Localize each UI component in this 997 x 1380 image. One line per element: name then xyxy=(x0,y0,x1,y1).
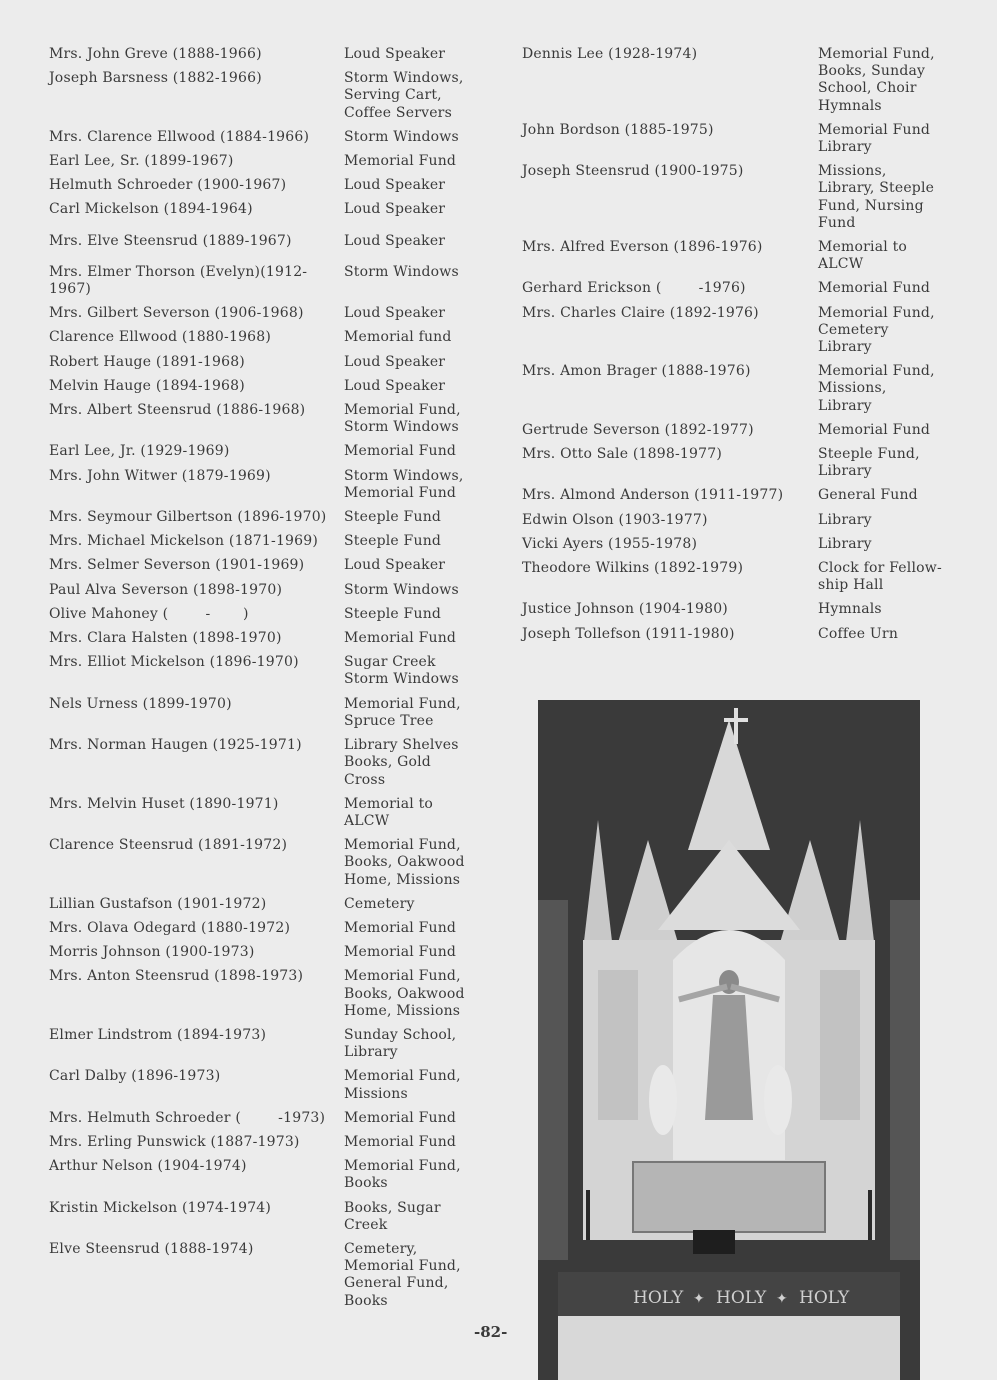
entry-name: John Bordson (1885-1975) xyxy=(522,121,714,138)
list-item xyxy=(49,129,479,146)
entry-gift: Loud Speaker xyxy=(344,201,446,218)
entry-gift: Memorial fund xyxy=(344,329,452,346)
memorial-list-right xyxy=(522,46,962,643)
entry-name: Mrs. John Greve (1888-1966) xyxy=(49,46,262,62)
svg-text:✦: ✦ xyxy=(693,1291,705,1307)
entry-name: Mrs. Selmer Severson (1901-1969) xyxy=(49,557,305,574)
entry-name: Earl Lee, Jr. (1929-1969) xyxy=(49,443,230,460)
list-item xyxy=(49,944,479,961)
altar-illustration xyxy=(538,700,920,1380)
entry-name: Mrs. Otto Sale (1898-1977) xyxy=(522,446,722,463)
list-item xyxy=(49,468,479,502)
entry-gift: Cemetery, Memorial Fund, General Fund, Books xyxy=(344,1240,461,1309)
list-item xyxy=(49,46,479,63)
entry-gift: Memorial Fund xyxy=(344,919,457,936)
entry-name: Mrs. Anton Steensrud (1898-1973) xyxy=(49,968,304,985)
entry-gift: Storm Windows, Memorial Fund xyxy=(344,467,464,501)
entry-gift: Memorial Fund xyxy=(818,421,931,438)
list-item xyxy=(522,122,962,156)
entry-gift: Loud Speaker xyxy=(344,46,446,62)
list-item xyxy=(522,536,962,553)
entry-name: Mrs. Melvin Huset (1890-1971) xyxy=(49,795,279,812)
entry-name: Mrs. Albert Steensrud (1886-1968) xyxy=(49,402,306,419)
entry-gift: Library xyxy=(818,511,872,528)
entry-name: Mrs. Gilbert Severson (1906-1968) xyxy=(49,305,304,322)
entry-gift: Storm Windows xyxy=(344,128,459,145)
entry-gift: Loud Speaker xyxy=(344,232,446,249)
list-item xyxy=(49,201,479,218)
list-item xyxy=(522,626,962,643)
list-item xyxy=(49,402,479,436)
list-item xyxy=(49,1241,479,1310)
entry-gift: Loud Speaker xyxy=(344,377,446,394)
list-item xyxy=(49,1158,479,1192)
altar-cloth-word: HOLY xyxy=(716,1288,767,1308)
list-item xyxy=(49,968,479,1020)
list-item xyxy=(49,509,479,526)
entry-gift: Memorial Fund, Storm Windows xyxy=(344,402,461,436)
entry-gift: Steeple Fund, Library xyxy=(818,446,920,480)
entry-gift: Steeple Fund xyxy=(344,509,442,526)
entry-name: Mrs. John Witwer (1879-1969) xyxy=(49,467,271,484)
entry-name: Mrs. Seymour Gilbertson (1896-1970) xyxy=(49,509,327,526)
list-item xyxy=(49,696,479,730)
entry-gift: Cemetery xyxy=(344,895,415,912)
list-item xyxy=(49,1110,479,1127)
entry-name: Mrs. Amon Brager (1888-1976) xyxy=(522,363,751,380)
entry-name: Joseph Tollefson (1911-1980) xyxy=(522,625,735,642)
entry-gift: Memorial Fund, Books, Oakwood Home, Missions xyxy=(344,837,465,888)
entry-name: Carl Dalby (1896-1973) xyxy=(49,1068,221,1085)
entry-name: Earl Lee, Sr. (1899-1967) xyxy=(49,153,234,170)
entry-gift: Memorial Fund, Missions, Library xyxy=(818,363,935,414)
entry-gift: Memorial to ALCW xyxy=(818,239,908,273)
entry-name: Gerhard Erickson ( -1976) xyxy=(522,280,746,297)
entry-name: Morris Johnson (1900-1973) xyxy=(49,944,255,961)
entry-gift: Memorial Fund, Cemetery Library xyxy=(818,304,935,356)
entry-gift: General Fund xyxy=(818,487,918,504)
entry-name: Mrs. Olava Odegard (1880-1972) xyxy=(49,919,291,936)
entry-gift: Loud Speaker xyxy=(344,177,446,194)
list-item xyxy=(522,560,962,594)
list-item xyxy=(522,46,962,115)
entry-gift: Loud Speaker xyxy=(344,305,446,322)
entry-gift: Library xyxy=(818,535,872,552)
list-item xyxy=(522,363,962,415)
altar-photograph xyxy=(538,700,920,1380)
list-item xyxy=(49,329,479,346)
svg-text:✦: ✦ xyxy=(776,1291,788,1307)
list-item xyxy=(522,422,962,439)
entry-gift: Memorial Fund Library xyxy=(818,121,931,156)
entry-name: Arthur Nelson (1904-1974) xyxy=(49,1158,247,1175)
entry-gift: Loud Speaker xyxy=(344,353,446,370)
entry-gift: Memorial Fund xyxy=(344,1133,457,1150)
list-item xyxy=(49,1200,479,1234)
entry-name: Helmuth Schroeder (1900-1967) xyxy=(49,177,287,194)
entry-gift: Memorial Fund, Missions xyxy=(344,1068,461,1102)
entry-gift: Steeple Fund xyxy=(344,605,442,622)
entry-gift: Memorial Fund xyxy=(818,280,931,297)
entry-name: Mrs. Michael Mickelson (1871-1969) xyxy=(49,533,319,550)
entry-name: Dennis Lee (1928-1974) xyxy=(522,46,698,62)
entry-name: Mrs. Elve Steensrud (1889-1967) xyxy=(49,232,292,249)
list-item xyxy=(49,796,479,830)
entry-name: Theodore Wilkins (1892-1979) xyxy=(522,560,744,577)
entry-gift: Sugar Creek Storm Windows xyxy=(344,654,459,688)
entry-name: Carl Mickelson (1894-1964) xyxy=(49,201,253,218)
list-item xyxy=(522,512,962,529)
entry-name: Elve Steensrud (1888-1974) xyxy=(49,1240,254,1257)
entry-name: Vicki Ayers (1955-1978) xyxy=(522,535,698,552)
list-item xyxy=(49,264,479,298)
entry-name: Clarence Ellwood (1880-1968) xyxy=(49,329,272,346)
list-item xyxy=(522,446,962,480)
list-item xyxy=(49,630,479,647)
list-item xyxy=(522,163,962,232)
entry-gift: Memorial Fund xyxy=(344,1109,457,1126)
list-item xyxy=(49,1068,479,1102)
entry-gift: Memorial Fund xyxy=(344,443,457,460)
list-item xyxy=(49,737,479,789)
entry-name: Mrs. Elmer Thorson (Evelyn)(1912-1967) xyxy=(49,263,308,298)
entry-name: Lillian Gustafson (1901-1972) xyxy=(49,895,267,912)
entry-gift: Sunday School, Library xyxy=(344,1026,457,1061)
entry-name: Elmer Lindstrom (1894-1973) xyxy=(49,1026,267,1043)
list-item xyxy=(49,837,479,889)
entry-name: Nels Urness (1899-1970) xyxy=(49,695,232,712)
list-item xyxy=(49,1027,479,1061)
list-item xyxy=(522,601,962,618)
entry-name: Clarence Steensrud (1891-1972) xyxy=(49,837,288,854)
entry-gift: Memorial Fund xyxy=(344,944,457,961)
entry-name: Joseph Steensrud (1900-1975) xyxy=(522,163,744,180)
entry-gift: Storm Windows xyxy=(344,581,459,598)
entry-name: Joseph Barsness (1882-1966) xyxy=(49,70,262,87)
entry-name: Mrs. Norman Haugen (1925-1971) xyxy=(49,737,302,754)
altar-cloth-word: HOLY xyxy=(799,1288,850,1308)
entry-name: Mrs. Helmuth Schroeder ( -1973) xyxy=(49,1109,326,1126)
list-item xyxy=(49,582,479,599)
entry-gift: Memorial Fund xyxy=(344,153,457,170)
page-number: -82- xyxy=(474,1323,508,1341)
cross-icon xyxy=(734,708,738,744)
entry-name: Mrs. Almond Anderson (1911-1977) xyxy=(522,487,784,504)
list-item xyxy=(522,239,962,273)
entry-gift: Storm Windows xyxy=(344,263,459,280)
entry-gift: Memorial Fund, Books xyxy=(344,1158,461,1192)
entry-gift: Loud Speaker xyxy=(344,557,446,574)
entry-gift: Memorial Fund, Books, Oakwood Home, Missions xyxy=(344,968,465,1019)
entry-gift: Clock for Fellow- ship Hall xyxy=(818,560,942,594)
memorial-list-left xyxy=(49,46,479,1310)
entry-gift: Steeple Fund xyxy=(344,533,442,550)
list-item xyxy=(49,378,479,395)
entry-gift: Library Shelves Books, Gold Cross xyxy=(344,737,459,788)
entry-name: Mrs. Clarence Ellwood (1884-1966) xyxy=(49,128,310,145)
entry-name: Mrs. Charles Claire (1892-1976) xyxy=(522,304,759,321)
entry-name: Robert Hauge (1891-1968) xyxy=(49,353,245,370)
list-item xyxy=(49,920,479,937)
list-item xyxy=(49,557,479,574)
list-item xyxy=(49,896,479,913)
entry-name: Gertrude Severson (1892-1977) xyxy=(522,421,754,438)
entry-name: Mrs. Clara Halsten (1898-1970) xyxy=(49,630,282,647)
entry-name: Edwin Olson (1903-1977) xyxy=(522,511,708,528)
entry-gift: Coffee Urn xyxy=(818,625,899,642)
entry-name: Mrs. Elliot Mickelson (1896-1970) xyxy=(49,654,299,671)
list-item xyxy=(49,305,479,322)
list-item xyxy=(49,533,479,550)
entry-name: Olive Mahoney ( - ) xyxy=(49,605,249,622)
entry-gift: Books, Sugar Creek xyxy=(344,1199,441,1233)
entry-gift: Storm Windows, Serving Cart, Coffee Servers xyxy=(344,70,464,121)
entry-name: Kristin Mickelson (1974-1974) xyxy=(49,1199,272,1216)
list-item xyxy=(49,654,479,688)
list-item xyxy=(522,305,962,357)
entry-gift: Memorial Fund, Spruce Tree xyxy=(344,695,461,729)
list-item xyxy=(49,606,479,623)
list-item xyxy=(522,280,962,297)
entry-gift: Memorial Fund xyxy=(344,630,457,647)
entry-name: Paul Alva Severson (1898-1970) xyxy=(49,581,283,598)
list-item xyxy=(49,354,479,371)
entry-name: Mrs. Erling Punswick (1887-1973) xyxy=(49,1133,300,1150)
entry-gift: Memorial to ALCW xyxy=(344,795,434,829)
list-item xyxy=(49,153,479,170)
entry-gift: Hymnals xyxy=(818,601,882,618)
entry-name: Mrs. Alfred Everson (1896-1976) xyxy=(522,239,763,256)
list-item xyxy=(49,1134,479,1151)
entry-name: Melvin Hauge (1894-1968) xyxy=(49,377,245,394)
altar-cloth-word: HOLY xyxy=(633,1288,684,1308)
list-item xyxy=(49,177,479,194)
entry-gift: Memorial Fund, Books, Sunday School, Choir Hymnals xyxy=(818,46,935,114)
list-item xyxy=(522,487,962,504)
entry-gift: Missions, Library, Steeple Fund, Nursing Fund xyxy=(818,163,935,231)
list-item xyxy=(49,233,479,250)
list-item xyxy=(49,70,479,122)
list-item xyxy=(49,443,479,460)
entry-name: Justice Johnson (1904-1980) xyxy=(522,601,728,618)
